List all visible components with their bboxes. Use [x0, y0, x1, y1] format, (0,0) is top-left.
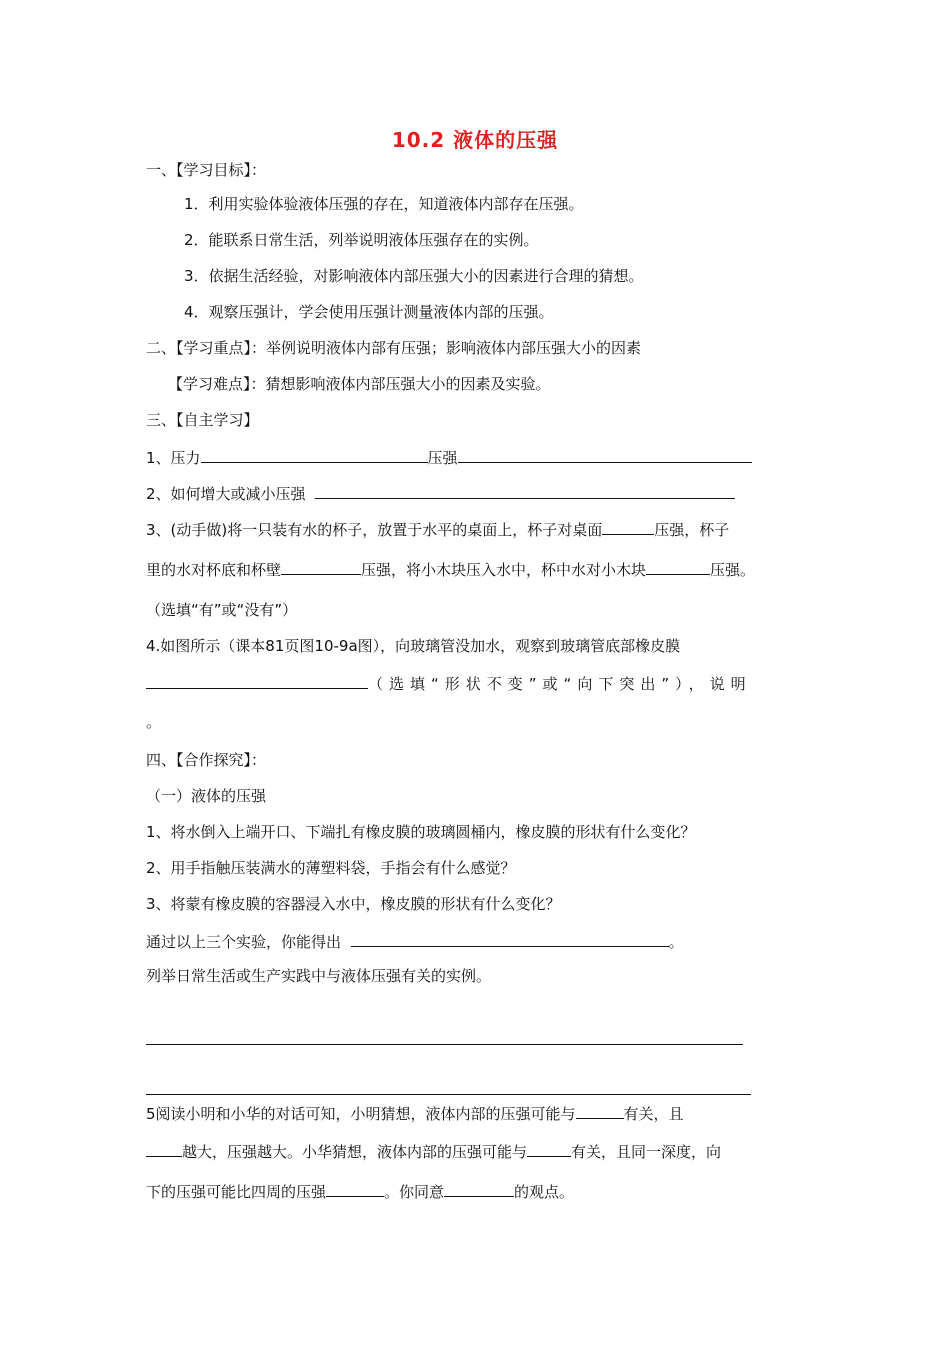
- question-5-line2: [146, 1140, 721, 1162]
- examples-prompt: 列举日常生活或生产实践中与液体压强有关的实例。: [146, 967, 492, 985]
- conclusion-text: 通过以上三个实验，你能得出: [146, 933, 342, 951]
- difficult-points: 【学习难点】：猜想影响液体内部压强大小的因素及实验。: [168, 375, 551, 393]
- goal-item: 3．依据生活经验，对影响液体内部压强大小的因素进行合理的猜想。: [184, 267, 644, 285]
- q5-text: 。你同意: [384, 1183, 445, 1201]
- q3-text: 里的水对杯底和杯壁: [146, 561, 282, 579]
- goal-item: 4．观察压强计，学会使用压强计测量液体内部的压强。: [184, 303, 554, 321]
- question-3-hint: （选填“有”或“没有”）: [146, 601, 298, 619]
- conclusion-end: 。: [668, 933, 684, 951]
- explore-question-3: 3、将蒙有橡皮膜的容器浸入水中，橡皮膜的形状有什么变化？: [146, 895, 561, 913]
- q3-text: 压强。: [710, 561, 756, 579]
- answer-blank[interactable]: [326, 1180, 384, 1197]
- section-heading-cooperation: 四、【合作探究】：: [146, 751, 267, 769]
- answer-blank[interactable]: [201, 446, 428, 463]
- answer-line[interactable]: [146, 1044, 743, 1045]
- q3-text: 3、(动手做)将一只装有水的杯子，放置于水平的桌面上，杯子对桌面: [146, 521, 603, 539]
- section-heading-self-study: 三、【自主学习】: [146, 411, 259, 429]
- explore-question-2: 2、用手指触压装满水的薄塑料袋，手指会有什么感觉？: [146, 859, 516, 877]
- explore-question-1: 1、将水倒入上端开口、下端扎有橡皮膜的玻璃圆桶内，橡皮膜的形状有什么变化？: [146, 823, 696, 841]
- q5-text: 有关，且同一深度，向: [571, 1143, 722, 1161]
- conclusion-line: [146, 930, 684, 952]
- question-1: [146, 446, 752, 468]
- q2-text: 2、如何增大或减小压强: [146, 485, 306, 503]
- answer-blank[interactable]: [527, 1140, 571, 1157]
- question-4-line2: [146, 672, 752, 694]
- goal-item: 1．利用实验体验液体压强的存在，知道液体内部存在压强。: [184, 195, 584, 213]
- q5-text: 下的压强可能比四周的压强: [146, 1183, 327, 1201]
- answer-blank[interactable]: [281, 558, 361, 575]
- answer-blank[interactable]: [602, 518, 654, 535]
- answer-blank[interactable]: [576, 1102, 624, 1119]
- key-points: 二、【学习重点】：举例说明液体内部有压强；影响液体内部压强大小的因素: [146, 339, 642, 357]
- question-4-line3: 。: [146, 713, 162, 731]
- answer-blank[interactable]: [315, 482, 735, 499]
- answer-blank[interactable]: [444, 1180, 514, 1197]
- question-3-line2: [146, 558, 755, 580]
- question-5-line3: [146, 1180, 574, 1202]
- question-4-line1: 4.如图所示（课本81页图10-9a图），向玻璃管没加水，观察到玻璃管底部橡皮膜: [146, 637, 681, 655]
- q5-text: 5阅读小明和小华的对话可知，小明猜想，液体内部的压强可能与: [146, 1105, 576, 1123]
- answer-blank[interactable]: [351, 930, 669, 947]
- q1-label-pressure-force: 1、压力: [146, 449, 201, 467]
- answer-line[interactable]: [146, 1094, 751, 1095]
- subsection-heading: （一）液体的压强: [146, 787, 267, 805]
- q3-text: 压强，将小木块压入水中，杯中水对小木块: [361, 561, 647, 579]
- q5-text: 有关，且: [623, 1105, 684, 1123]
- answer-blank[interactable]: [146, 672, 368, 689]
- q3-text: 压强，杯子: [654, 521, 730, 539]
- question-5-line1: [146, 1102, 684, 1124]
- page-title: 10.2 液体的压强: [391, 128, 559, 152]
- q4-choice-text: （选填“形状不变”或“向下突出”），说明: [368, 675, 752, 693]
- question-3-line1: [146, 518, 729, 540]
- q5-text: 越大，压强越大。小华猜想，液体内部的压强可能与: [182, 1143, 528, 1161]
- answer-blank[interactable]: [458, 446, 752, 463]
- answer-blank[interactable]: [146, 1140, 182, 1157]
- question-2: [146, 482, 735, 504]
- answer-blank[interactable]: [646, 558, 710, 575]
- goal-item: 2．能联系日常生活，列举说明液体压强存在的实例。: [184, 231, 539, 249]
- section-heading-goals: 一、【学习目标】：: [146, 161, 267, 179]
- q1-label-pressure: 压强: [427, 449, 458, 467]
- q5-text: 的观点。: [514, 1183, 575, 1201]
